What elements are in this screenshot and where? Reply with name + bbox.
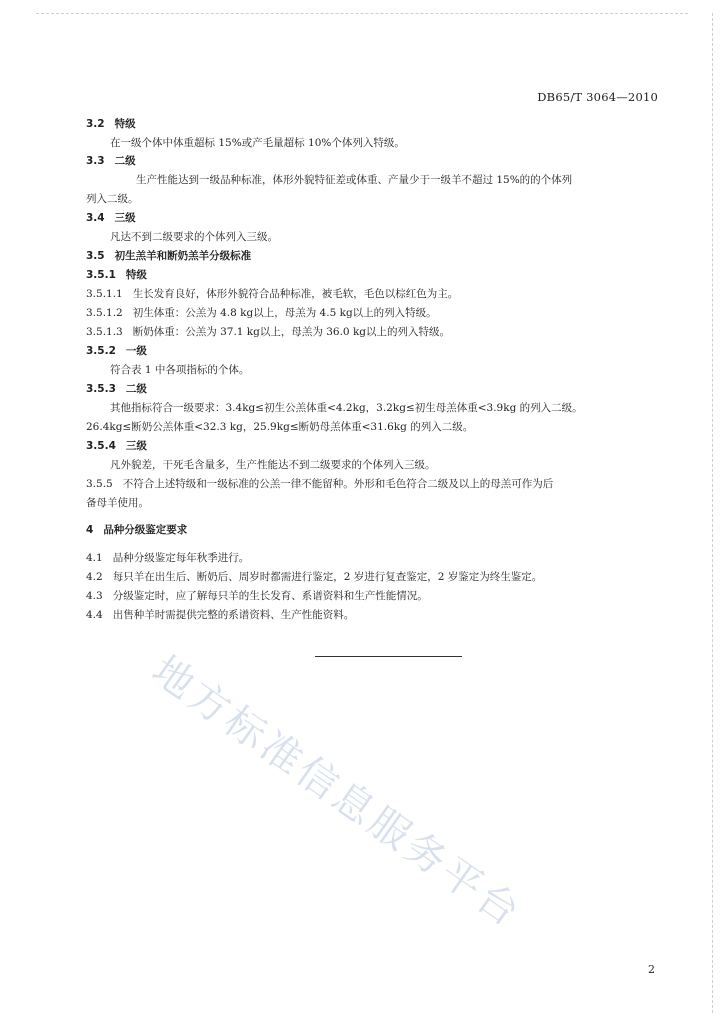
section-3-3-text-line1: 生产性能达到一级品种标准，体形外貌特征差或体重、产量少于一级羊不超过 15%的的个体列: [136, 174, 573, 186]
section-3-5-1-2: 3.5.1.2 初生体重：公羔为 4.8 kg以上，母羔为 4.5 kg以上的列入特级。: [86, 307, 437, 319]
section-3-5-heading: 3.5 初生羔羊和断奶羔羊分级标准: [86, 250, 252, 262]
watermark: 地方标准信息服务平台: [143, 647, 531, 938]
section-3-2-heading: 3.2 特级: [86, 118, 136, 130]
section-3-5-1-1: 3.5.1.1 生长发育良好，体形外貌符合品种标准，被毛软，毛色以棕红色为主。: [86, 288, 459, 300]
end-rule: [315, 656, 462, 657]
section-3-5-3-text-line2: 26.4kg≤断奶公羔体重<32.3 kg，25.9kg≤断奶母羔体重<31.6kg 的列入二级。: [86, 421, 474, 433]
section-4-2: 4.2 每只羊在出生后、断奶后、周岁时都需进行鉴定，2 岁进行复查鉴定，2 岁鉴定为终生鉴定。: [86, 571, 543, 583]
section-4-4: 4.4 出售种羊时需提供完整的系谱资料、生产性能资料。: [86, 609, 355, 621]
section-3-5-2-text: 符合表 1 中各项指标的个体。: [110, 364, 250, 376]
section-3-5-2-heading: 3.5.2 一级: [86, 345, 147, 357]
section-3-3-text-line2: 列入二级。: [86, 193, 139, 205]
section-3-3-heading: 3.3 二级: [86, 155, 136, 167]
crop-border-top: [36, 13, 688, 14]
section-4-3: 4.3 分级鉴定时，应了解每只羊的生长发育、系谱资料和生产性能情况。: [86, 590, 428, 602]
section-3-5-4-heading: 3.5.4 三级: [86, 440, 147, 452]
section-3-5-5-line2: 备母羊使用。: [86, 497, 149, 509]
section-3-4-heading: 3.4 三级: [86, 212, 136, 224]
section-4-heading: 4 品种分级鉴定要求: [86, 524, 188, 536]
standard-number: DB65/T 3064—2010: [537, 90, 658, 104]
section-3-4-text: 凡达不到二级要求的个体列入三级。: [110, 231, 278, 243]
crop-border-right: [712, 13, 713, 1013]
page-number: 2: [648, 963, 655, 976]
section-4-1: 4.1 品种分级鉴定每年秋季进行。: [86, 552, 250, 564]
section-3-5-5-line1: 3.5.5 不符合上述特级和一级标准的公羔一律不能留种。外形和毛色符合二级及以上的母羔可作为后: [86, 478, 554, 490]
section-3-5-3-heading: 3.5.3 二级: [86, 383, 147, 395]
section-3-5-3-text-line1: 其他指标符合一级要求：3.4kg≤初生公羔体重<4.2kg，3.2kg≤初生母羔体重<3.9kg 的列入二级。: [110, 402, 583, 414]
section-3-5-1-heading: 3.5.1 特级: [86, 269, 147, 281]
section-3-2-text: 在一级个体中体重超标 15%或产毛量超标 10%个体列入特级。: [110, 137, 405, 149]
section-3-5-4-text: 凡外貌差，干死毛含量多，生产性能达不到二级要求的个体列入三级。: [110, 459, 436, 471]
section-3-5-1-3: 3.5.1.3 断奶体重：公羔为 37.1 kg以上，母羔为 36.0 kg以上的列入特级。: [86, 326, 451, 338]
